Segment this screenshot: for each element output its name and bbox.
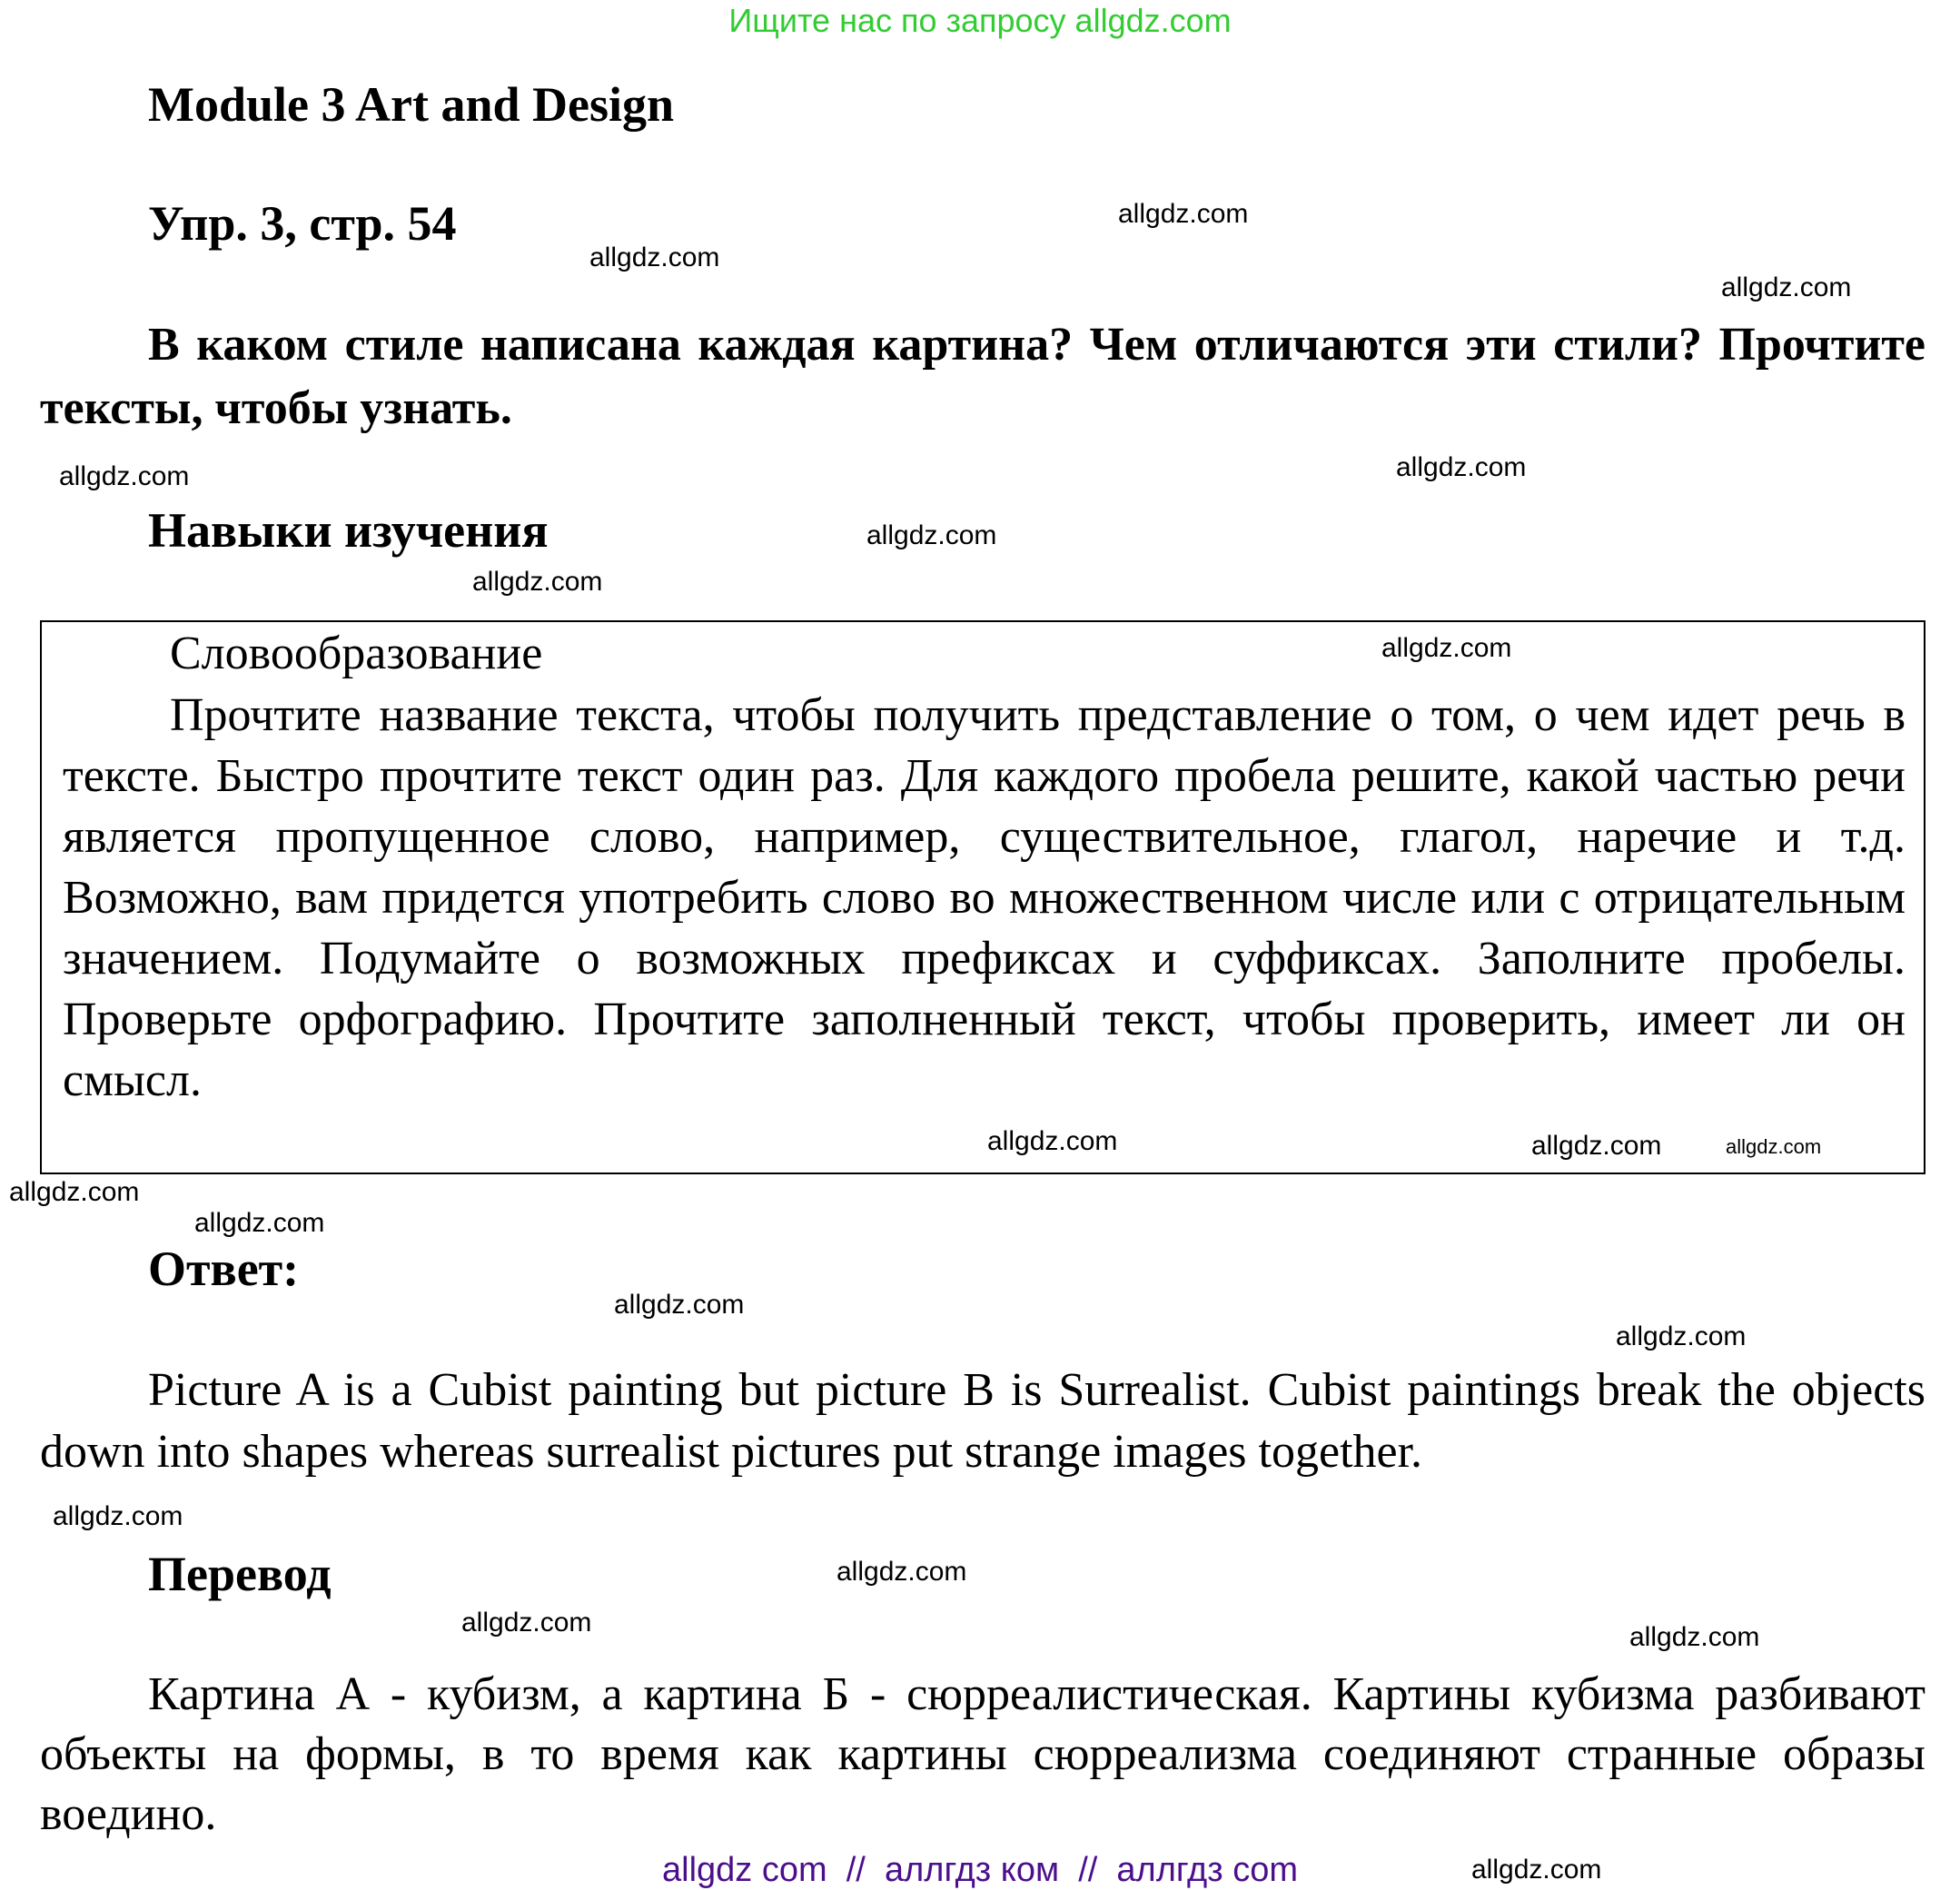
module-title: Module 3 Art and Design [148, 77, 675, 132]
watermark: allgdz.com [472, 567, 603, 597]
watermark: allgdz.com [1726, 1135, 1822, 1158]
watermark: allgdz.com [1629, 1622, 1760, 1652]
footer-links: allgdz com // аллгдз ком // аллгдз com [662, 1851, 1298, 1889]
translation-heading: Перевод [148, 1547, 332, 1601]
watermark: allgdz.com [614, 1290, 745, 1320]
skills-heading: Навыки изучения [148, 503, 549, 558]
watermark: allgdz.com [1531, 1131, 1662, 1161]
watermark: allgdz.com [987, 1126, 1118, 1156]
question-text: В каком стиле написана каждая картина? Чем отличаются эти стили? Прочтите тексты, чтобы узнать. [40, 319, 1925, 434]
watermark: allgdz.com [461, 1608, 592, 1638]
watermark: allgdz.com [589, 242, 720, 272]
watermark: allgdz.com [59, 461, 190, 491]
watermark: allgdz.com [1118, 199, 1249, 229]
watermark: allgdz.com [1721, 272, 1852, 302]
translation-text: Картина А - кубизм, а картина Б - сюрреалистическая. Картины кубизма разбивают объекты на формы, в то время как картины сюрреализма соединяют странные образы воедино. [40, 1668, 1925, 1840]
watermark: allgdz.com [1471, 1855, 1602, 1885]
answer-text: Picture A is a Cubist painting but picture B is Surrealist. Cubist paintings break the objects down into shapes whereas surrealist pictures put strange images together. [40, 1364, 1925, 1478]
skills-box-text: Прочтите название текста, чтобы получить представление о том, о чем идет речь в тексте. Быстро прочтите текст один раз. Для каждого пробела решите, какой частью речи является пропущенное слово, например, существительное, глагол, наречие и т.д. Возможно, вам придется употребить слово во множественном числе или с отрицательным значением. Подумайте о возможных префиксах и суффиксах. Заполните пробелы. Проверьте орфографию. Прочтите заполненный текст, чтобы проверить, имеет ли он смысл. [63, 689, 1906, 1106]
skills-box-title: Словообразование [170, 628, 543, 679]
answer-heading: Ответ: [148, 1242, 300, 1296]
watermark: allgdz.com [836, 1557, 967, 1587]
watermark: allgdz.com [9, 1177, 140, 1207]
watermark: allgdz.com [866, 520, 997, 550]
watermark: allgdz.com [194, 1208, 325, 1238]
search-banner: Ищите нас по запросу allgdz.com [728, 2, 1232, 39]
watermark: allgdz.com [1381, 633, 1512, 663]
watermark: allgdz.com [1396, 452, 1527, 482]
exercise-reference: Упр. 3, стр. 54 [148, 196, 457, 251]
watermark: allgdz.com [1616, 1321, 1747, 1351]
watermark: allgdz.com [53, 1501, 183, 1531]
